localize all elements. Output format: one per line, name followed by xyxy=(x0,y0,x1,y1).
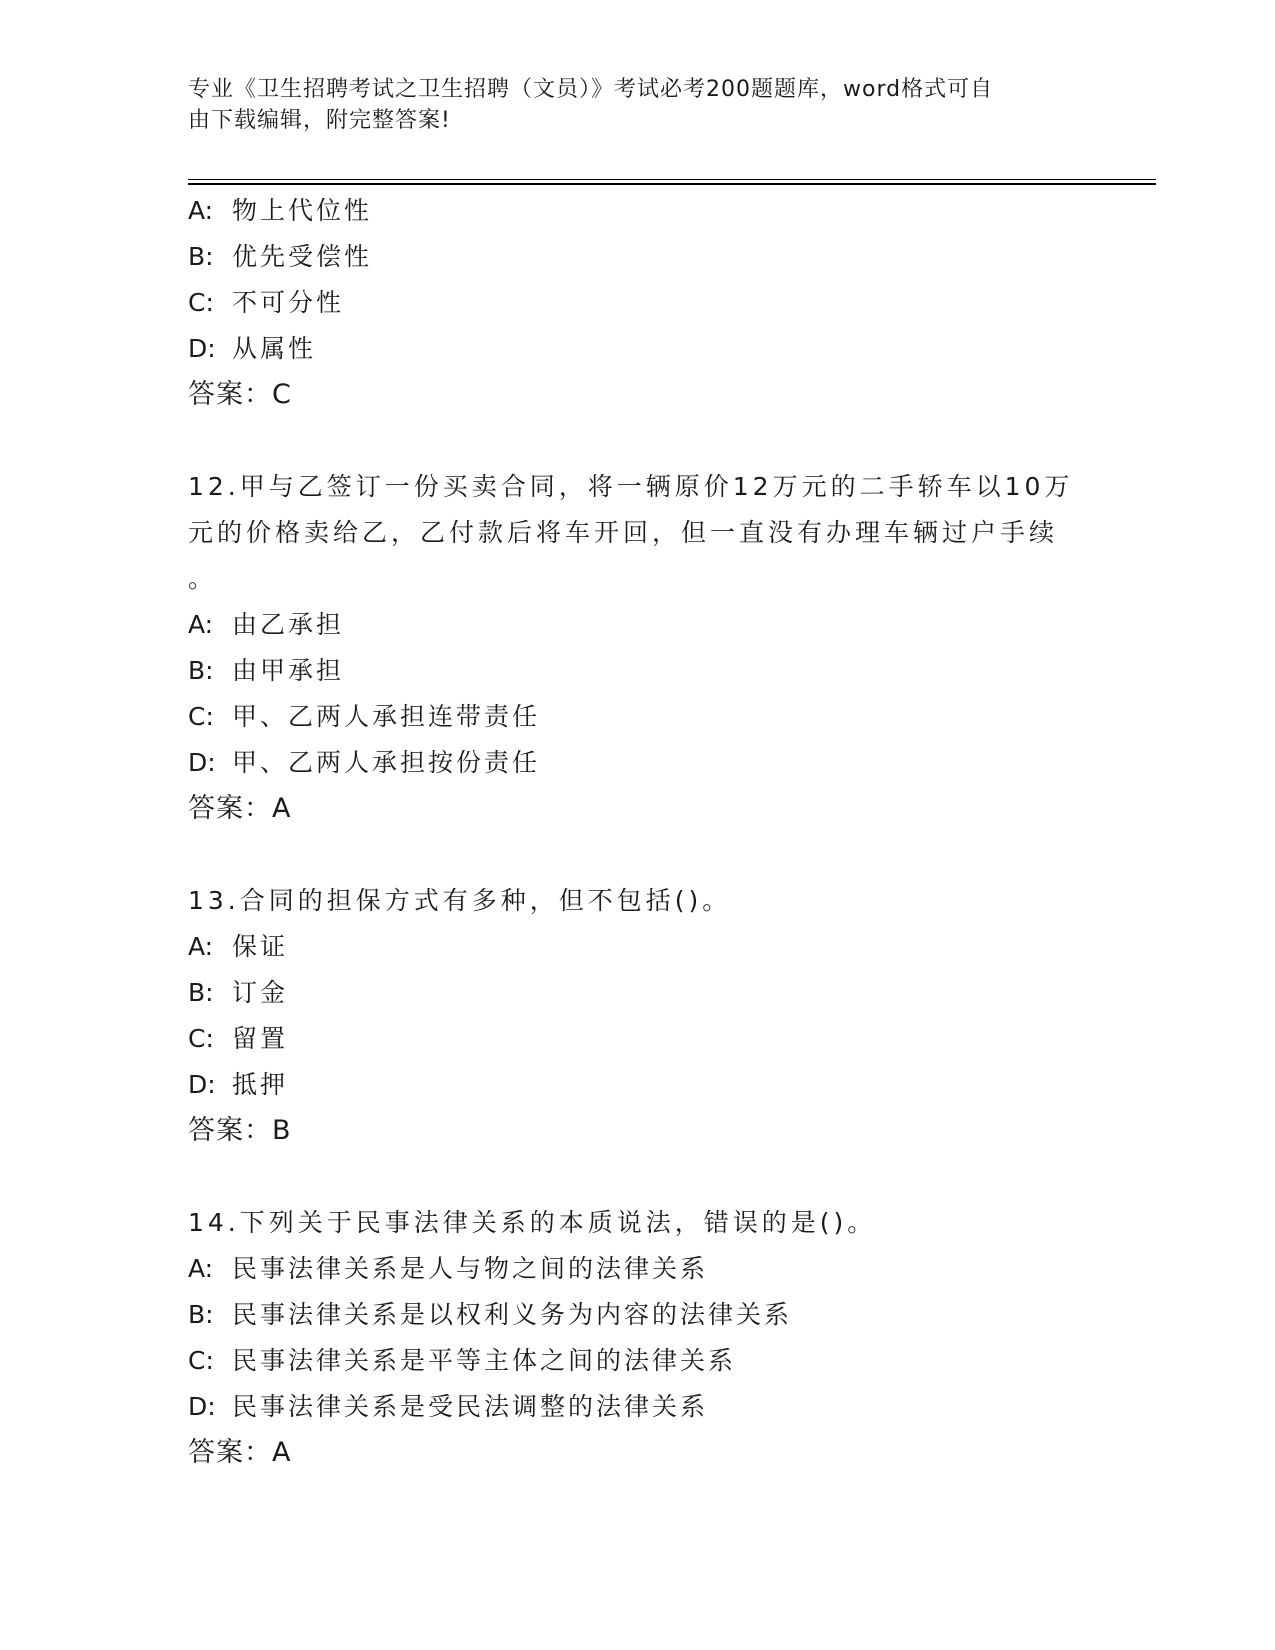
option-a: A: 由乙承担 xyxy=(188,610,345,639)
option-c: C: 留置 xyxy=(188,1024,289,1053)
option-b: B: 订金 xyxy=(188,978,289,1007)
header-title-line1: 专业《卫生招聘考试之卫生招聘（文员）》考试必考200题题库，word格式可自 xyxy=(188,77,994,102)
question-text-line1: 12.甲与乙签订一份买卖合同，将一辆原价12万元的二手轿车以10万 xyxy=(188,472,1074,501)
question-12 xyxy=(188,464,1088,832)
option-b: B: 民事法律关系是以权利义务为内容的法律关系 xyxy=(188,1300,793,1329)
answer: 答案：A xyxy=(188,793,292,824)
question-text-line2: 元的价格卖给乙，乙付款后将车开回，但一直没有办理车辆过户手续 xyxy=(188,518,1059,547)
option-a: A: 民事法律关系是人与物之间的法律关系 xyxy=(188,1254,709,1283)
option-d: D: 从属性 xyxy=(188,334,317,363)
question-14 xyxy=(188,1200,1088,1476)
option-d: D: 民事法律关系是受民法调整的法律关系 xyxy=(188,1392,709,1421)
option-c: C: 民事法律关系是平等主体之间的法律关系 xyxy=(188,1346,737,1375)
question-11 xyxy=(188,188,1088,418)
option-b: B: 由甲承担 xyxy=(188,656,345,685)
document-header xyxy=(188,74,1068,136)
option-b: B: 优先受偿性 xyxy=(188,242,373,271)
option-a: A: 保证 xyxy=(188,932,289,961)
header-title-line2: 由下载编辑，附完整答案! xyxy=(188,108,451,133)
question-13 xyxy=(188,878,1088,1154)
option-c: C: 不可分性 xyxy=(188,288,345,317)
header-divider-thin xyxy=(188,179,1156,180)
question-text-line1: 13.合同的担保方式有多种，但不包括()。 xyxy=(188,886,732,915)
answer: 答案：A xyxy=(188,1437,292,1468)
header-divider-thick xyxy=(188,183,1156,185)
answer: 答案：B xyxy=(188,1115,292,1146)
option-d: D: 甲、乙两人承担按份责任 xyxy=(188,748,541,777)
question-text-line1: 14.下列关于民事法律关系的本质说法，错误的是()。 xyxy=(188,1208,877,1237)
option-d: D: 抵押 xyxy=(188,1070,289,1099)
option-a: A: 物上代位性 xyxy=(188,196,373,225)
option-c: C: 甲、乙两人承担连带责任 xyxy=(188,702,541,731)
question-list xyxy=(188,188,1088,1476)
question-text-line3: 。 xyxy=(188,564,218,593)
answer: 答案：C xyxy=(188,379,292,410)
